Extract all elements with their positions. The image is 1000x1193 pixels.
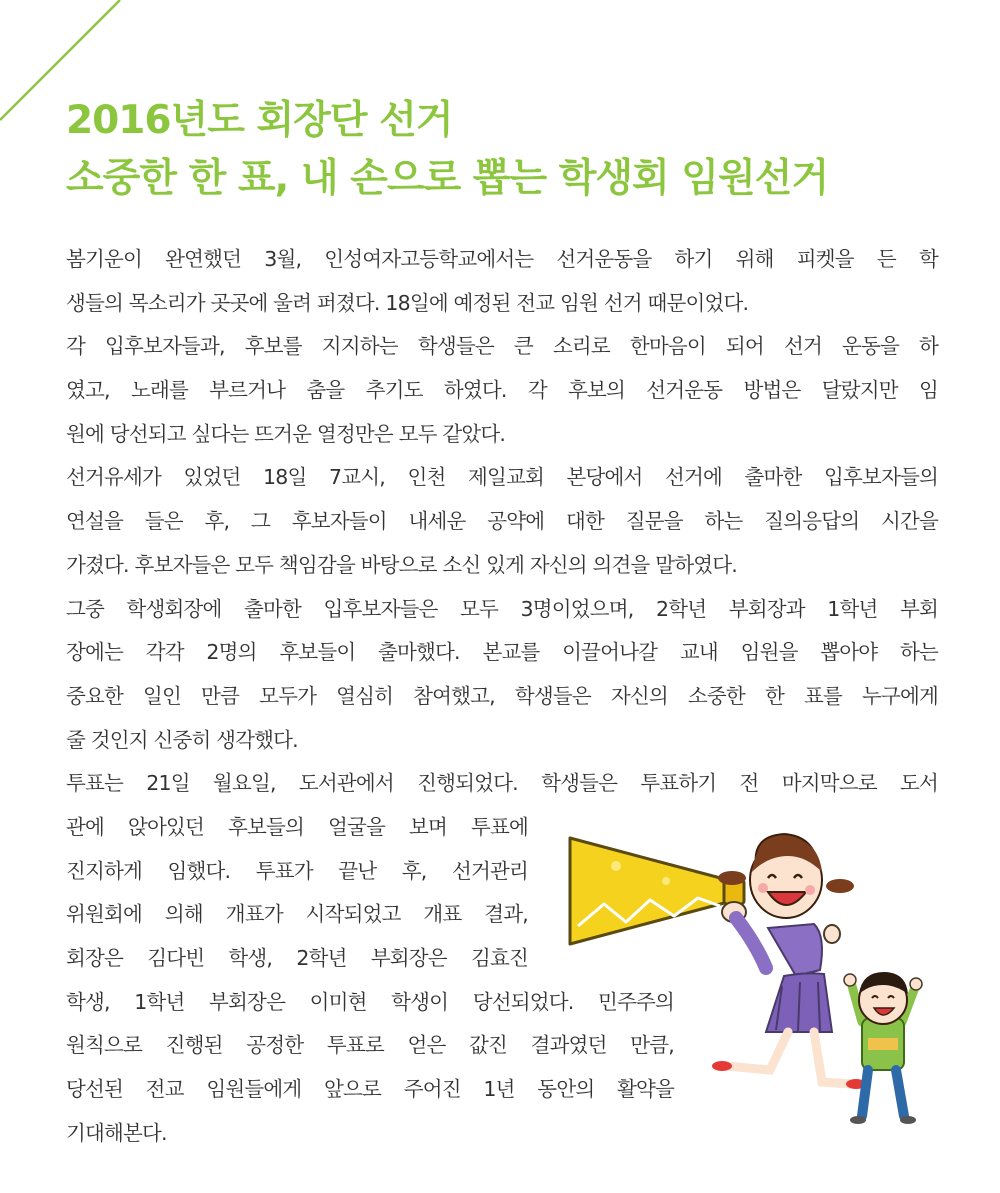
body-line: 투표는 21일 월요일, 도서관에서 진행되었다. 학생들은 투표하기 전 마지막으로 도서 xyxy=(66,771,938,796)
page-title xyxy=(66,92,828,208)
body-line: 원칙으로 진행된 공정한 투표로 얻은 값진 결과였던 만큼, xyxy=(66,1033,674,1058)
title-line-1: 2016년도 회장단 선거 xyxy=(66,98,453,143)
body-line: 위원회에 의해 개표가 시작되었고 개표 결과, xyxy=(66,902,528,927)
body-line: 관에 앉아있던 후보들의 얼굴을 보며 투표에 xyxy=(66,814,528,839)
body-line: 생들의 목소리가 곳곳에 울려 퍼졌다. 18일에 예정된 전교 임원 선거 때문이었다. xyxy=(66,290,749,315)
title-line-2: 소중한 한 표, 내 손으로 뽑는 학생회 임원선거 xyxy=(66,156,828,201)
megaphone-icon xyxy=(570,838,744,944)
body-line: 그중 학생회장에 출마한 입후보자들은 모두 3명이었으며, 2학년 부회장과 1학년 부회 xyxy=(66,596,938,621)
body-line: 였고, 노래를 부르거나 춤을 추기도 하였다. 각 후보의 선거운동 방법은 달랐지만 임 xyxy=(66,378,938,403)
girl-figure xyxy=(712,834,866,1089)
illustration-girl-with-megaphone xyxy=(556,826,936,1136)
body-line: 연설을 들은 후, 그 후보자들이 내세운 공약에 대한 질문을 하는 질의응답의 시간을 xyxy=(66,509,938,534)
body-line: 가졌다. 후보자들은 모두 책임감을 바탕으로 소신 있게 자신의 의견을 말하였다. xyxy=(66,552,737,577)
body-line: 장에는 각각 2명의 후보들이 출마했다. 본교를 이끌어나갈 교내 임원을 뽑아야 하는 xyxy=(66,640,938,665)
body-line: 각 입후보자들과, 후보를 지지하는 학생들은 큰 소리로 한마음이 되어 선거 운동을 하 xyxy=(66,334,938,359)
body-line: 진지하게 임했다. 투표가 끝난 후, 선거관리 xyxy=(66,858,528,883)
body-line: 당선된 전교 임원들에게 앞으로 주어진 1년 동안의 활약을 xyxy=(66,1077,674,1102)
body-line: 원에 당선되고 싶다는 뜨거운 열정만은 모두 같았다. xyxy=(66,421,506,446)
boy-figure xyxy=(844,972,922,1124)
body-line: 학생, 1학년 부회장은 이미현 학생이 당선되었다. 민주주의 xyxy=(66,989,674,1014)
body-line: 기대해본다. xyxy=(66,1120,167,1145)
body-line: 회장은 김다빈 학생, 2학년 부회장은 김효진 xyxy=(66,946,528,970)
body-line: 선거유세가 있었던 18일 7교시, 인천 제일교회 본당에서 선거에 출마한 입후보자들의 xyxy=(66,465,938,490)
body-line: 봄기운이 완연했던 3월, 인성여자고등학교에서는 선거운동을 하기 위해 피켓을 든 학 xyxy=(66,247,938,271)
body-line: 중요한 일인 만큼 모두가 열심히 참여했고, 학생들은 자신의 소중한 한 표를 누구에게 xyxy=(66,683,938,708)
body-line: 줄 것인지 신중히 생각했다. xyxy=(66,727,298,752)
